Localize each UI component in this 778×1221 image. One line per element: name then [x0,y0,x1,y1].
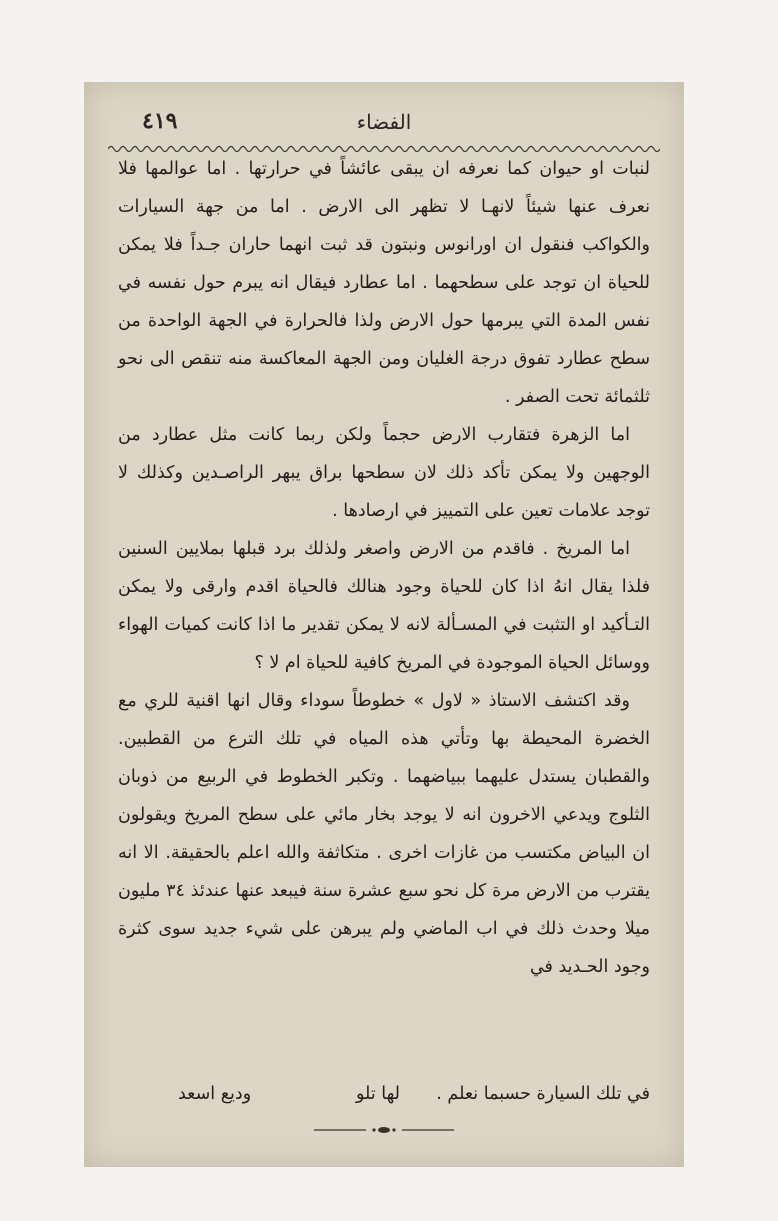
article-body [118,150,650,986]
running-title: الفضاء [356,110,412,134]
author-signature: وديع اسعد [178,1084,252,1104]
paragraph: وقد اكتشف الاستاذ « لاول » خطوطاً سوداء وقال انها اقنية للري مع الخضرة المحيطة بها وتأتي هذه المياه في تلك الترع من القطبين. والقطبان يستدل عليهما ببياضهما . وتكبر الخطوط في الربيع من ذوبان الثلوج ويدعي الاخرون انه لا يوجد بخار مائي على سطح المريخ ويقولون ان البياض مكتسب من غازات اخرى . متكاثفة والله اعلم بالحقيقة. الا انه يقترب من الارض مرة كل نحو سبع عشرة سنة فيبعد عنها عندئذ ٣٤ مليون ميلا وحدث ذلك في اب الماضي ولم يبرهن على شيء جديد سوى كثرة وجود الحـديد في [118,691,650,977]
paragraph: لنبات او حيوان كما نعرفه ان يبقى عائشاً في حرارتها . اما عوالمها فلا نعرف عنها شيئاً لانهـا لا تظهر الى الارض . اما من جهة السيارات والكواكب فنقول ان اورانوس ونبتون قد ثبت انهما حاران جـداً فلا يمكن للحياة ان توجد على سطحهما . اما عطارد فيقال انه يبرم حول نفسه في نفس المدة التي يبرمها حول الارض ولذا فالحرارة في الجهة الواحدة من سطح عطارد تفوق درجة الغليان ومن الجهة المعاكسة منه تنقص الى نحو ثلثمائة تحت الصفر . [118,159,650,407]
continuation-note: لها تلو [356,1084,400,1104]
page-header [84,108,684,148]
paragraph: اما الزهرة فتقارب الارض حجماً ولكن ربما كانت مثل عطارد من الوجهين ولا يمكن تأكد ذلك لان سطحها براق يبهر الراصـدين وكذلك لا توجد علامات تعين على التمييز في ارصادها . [118,425,650,521]
closing-text: في تلك السيارة حسبما نعلم . [436,1084,650,1104]
page-number: ٤١٩ [142,108,178,134]
book-page [84,82,684,1167]
end-ornament [314,1124,454,1136]
closing-line [118,1084,650,1124]
paragraph: اما المريخ . فاقدم من الارض واصغر ولذلك برد قبلها بملايين السنين فلذا يقال انهُ اذا كان للحياة وجود هنالك فالحياة اقدم وارقى ولا يمكن التـأكيد او التثبت في المسـألة لانه لا يمكن تقدير ما اذا كانت كميات الهواء ووسائل الحياة الموجودة في المريخ كافية للحياة ام لا ؟ [118,539,650,673]
